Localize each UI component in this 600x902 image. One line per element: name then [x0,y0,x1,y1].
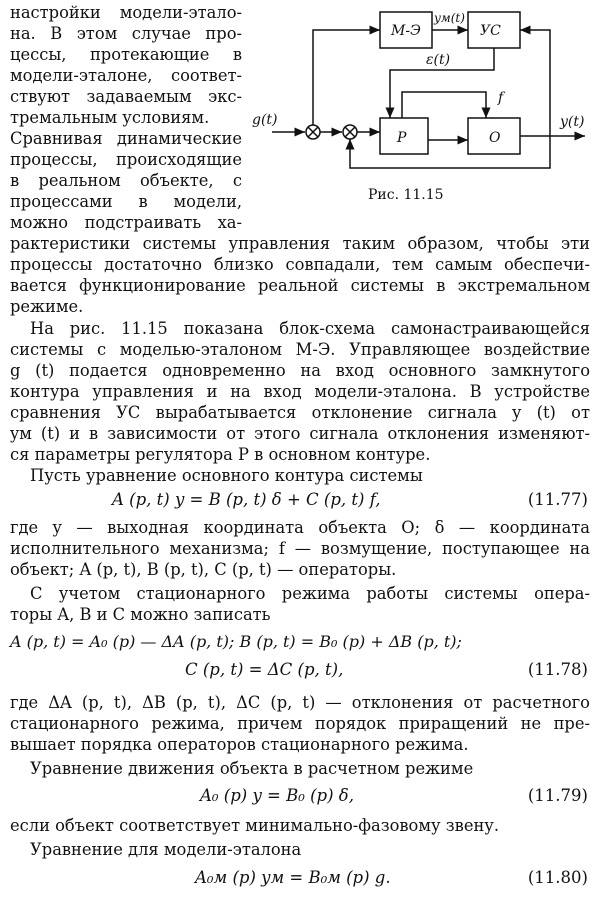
text-line: ся параметры регулятора P в основном контуре. [10,445,431,464]
equation-number: (11.79) [527,786,588,805]
text-line: системы с моделью-эталоном М-Э. Управляющее воздействие [10,340,590,359]
disturbance-label: f [498,90,504,106]
text-line: режиме. [10,297,84,316]
input-signal-label: g(t) [252,112,278,128]
model-output-label: yм(t) [434,11,465,25]
text-line: Уравнение движения объекта в расчетном режиме [30,759,474,778]
text-line: Пусть уравнение основного контура системы [30,466,423,485]
text-line: процессами в модели, [10,192,242,211]
text-line: если объект соответствует минимально-фазовому звену. [10,816,500,835]
equation-11-80: A₀м (p) yм = B₀м (p) g. [195,868,391,887]
text-line: С учетом стационарного режима работы системы опера- [30,584,590,603]
text-line: цессы, протекающие в [10,45,242,64]
text-line: вышает порядка операторов стационарного режима. [10,735,469,754]
error-label: ε(t) [426,52,451,68]
regulator-label: P [397,130,407,146]
model-label: М-Э [391,23,421,39]
text-line: модели-эталоне, соответ- [10,66,242,85]
text-line: настройки модели-этало- [10,3,242,22]
text-line: торы A, B и C можно записать [10,605,271,624]
text-line: тремальным условиям. [10,108,210,127]
text-line: сравнения УС вырабатывается отклонение сигнала y (t) от [10,403,590,422]
equation-number: (11.78) [527,660,588,679]
text-line: yм (t) и в зависимости от этого сигнала отклонения изменяют- [10,424,590,443]
equation-11-78-line2: C (p, t) = ΔC (p, t), [185,660,344,679]
equation-11-77: A (p, t) y = B (p, t) δ + C (p, t) f, [112,490,381,509]
object-label: O [489,130,501,146]
equation-number: (11.80) [527,868,588,887]
text-line: можно подстраивать ха- [10,213,242,232]
text-line: в реальном объекте, с [10,171,242,190]
equation-11-78-line1: A (p, t) = A₀ (p) — ΔA (p, t); B (p, t) = B₀ (p) + ΔB (p, t); [10,632,462,651]
text-line: ствуют задаваемым экс- [10,87,242,106]
equation-11-79: A₀ (p) y = B₀ (p) δ, [200,786,354,805]
text-line: стационарного режима, причем порядок приращений не пре- [10,714,590,733]
text-line: процессы, происходящие [10,150,242,169]
equation-number: (11.77) [527,490,588,509]
figure-caption: Рис. 11.15 [368,187,444,203]
text-line: где y — выходная координата объекта O; δ — координата [10,518,590,537]
text-line: вается функционирование реальной системы в экстремальном [10,276,590,295]
text-line: g (t) подается одновременно на вход основного замкнутого [10,361,590,380]
text-line: где ΔA (p, t), ΔB (p, t), ΔC (p, t) — отклонения от расчетного [10,693,590,712]
text-line: На рис. 11.15 показана блок-схема самонастраивающейся [30,319,590,338]
comparator-label: УС [480,23,501,39]
text-line: на. В этом случае про- [10,24,242,43]
output-signal-label: y(t) [560,114,585,130]
block-diagram [250,0,600,185]
text-line: Уравнение для модели-эталона [30,840,302,859]
text-line: исполнительного механизма; f — возмущение, поступающее на [10,539,590,558]
text-line: контура управления и на вход модели-эталона. В устройстве [10,382,590,401]
text-line: Сравнивая динамические [10,129,242,148]
text-line: процессы достаточно близко совпадали, тем самым обеспечи- [10,255,590,274]
text-line: рактеристики системы управления таким образом, чтобы эти [10,234,590,253]
text-line: объект; A (p, t), B (p, t), C (p, t) — операторы. [10,560,397,579]
